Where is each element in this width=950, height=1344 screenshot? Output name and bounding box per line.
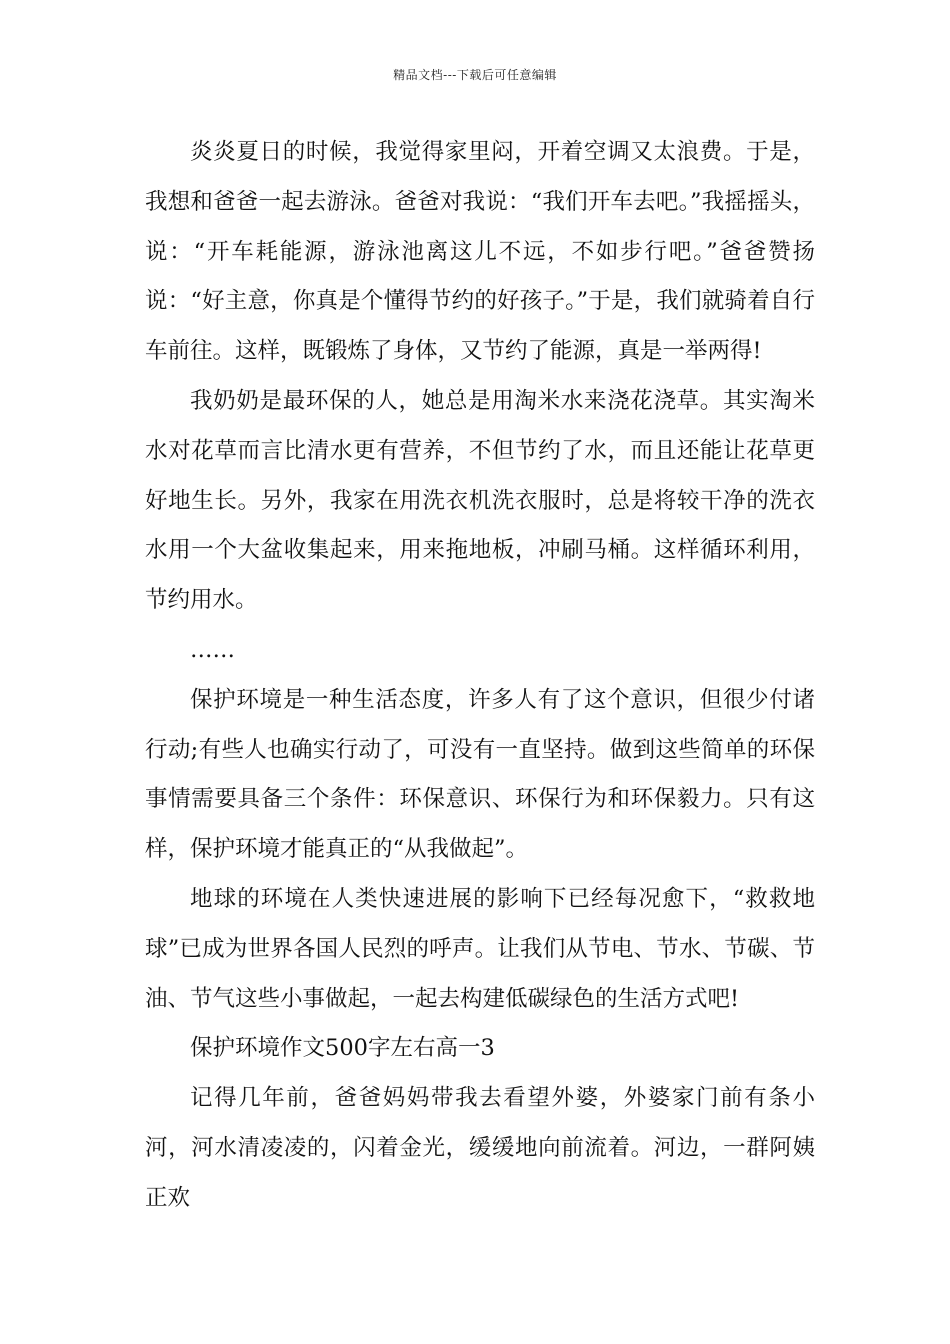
- section-heading: 保护环境作文500字左右高一3: [190, 1035, 495, 1062]
- paragraph-environment-attitude: 保护环境是一种生活态度，许多人有了这个意识，但很少付诸行动;有些人也确实行动了，可没有一直坚持。做到这些简单的环保事情需要具备三个条件：环保意识、环保行为和环保毅力。只有这样，保护环境才能真正的“从我做起”。: [145, 686, 815, 863]
- paragraph-save-earth: 地球的环境在人类快速进展的影响下已经每况愈下，“救救地球”已成为世界各国人民烈的呼声。让我们从节电、节水、节碳、节油、节气这些小事做起，一起去构建低碳绿色的生活方式吧!: [145, 885, 815, 1012]
- paragraph-summer-swimming: 炎炎夏日的时候，我觉得家里闷，开着空调又太浪费。于是，我想和爸爸一起去游泳。爸爸对我说：“我们开车去吧。”我摇摇头，说：“开车耗能源，游泳池离这儿不远，不如步行吧。”爸爸赞扬说：“好主意，你真是个懂得节约的好孩子。”于是，我们就骑着自行车前往。这样，既锻炼了身体，又节约了能源，真是一举两得!: [145, 139, 815, 365]
- document-body: [145, 128, 815, 1224]
- paragraph-grandma-water: 我奶奶是最环保的人，她总是用淘米水来浇花浇草。其实淘米水对花草而言比清水更有营养，不但节约了水，而且还能让花草更好地生长。另外，我家在用洗衣机洗衣服时，总是将较干净的洗衣水用一个大盆收集起来，用来拖地板，冲刷马桶。这样循环利用，节约用水。: [145, 387, 815, 614]
- page-header: 精品文档---下载后可任意编辑: [393, 68, 557, 82]
- paragraph-ellipsis: ……: [190, 636, 235, 663]
- paragraph-grandma-river: 记得几年前，爸爸妈妈带我去看望外婆，外婆家门前有条小河，河水清凌凌的，闪着金光，缓缓地向前流着。河边，一群阿姨正欢: [145, 1085, 815, 1211]
